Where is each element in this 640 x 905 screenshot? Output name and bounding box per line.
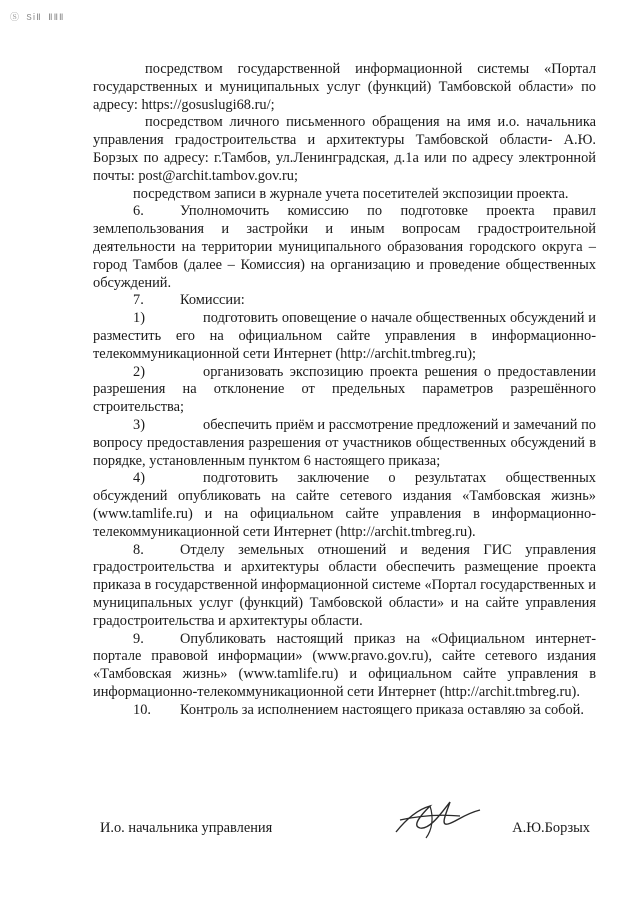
signatory-position: И.о. начальника управления — [100, 820, 273, 836]
clause-number: 3) — [133, 416, 145, 433]
clause-number: 6. — [133, 203, 144, 220]
paragraph-journal: посредством записи в журнале учета посетителей экспозиции проекта. — [133, 185, 569, 202]
clause-6: 6. Уполномочить комиссию по подготовке проекта правил землепользования и застройки и иным вопросам градостроительной деятельности на территории муниципального образования городского округа – город Тамбов (далее – Комиссия) на организацию и проведение общественных обсуждений. — [93, 203, 596, 291]
handwritten-signature-icon — [390, 792, 490, 842]
clause-7: 7. Комиссии: — [133, 292, 245, 309]
signatory-name: А.Ю.Борзых — [512, 820, 590, 836]
paragraph-letter: посредством личного письменного обращения на имя и.о. начальника управления градостроительства и архитектуры Тамбовской области- А.Ю. Борзых по адресу: г.Тамбов, ул.Ленинградская, д.1а или по адресу электронной почты: post@archit.tambov.gov.ru; — [93, 114, 596, 184]
clause-10: 10. Контроль за исполнением настоящего приказа оставляю за собой. — [133, 701, 584, 718]
clause-number: 9. — [133, 630, 144, 647]
paragraph-portal: посредством государственной информационной системы «Портал государственных и муниципальных услуг (функций) Тамбовской области» по адресу: https://gosuslugi68.ru/; — [93, 61, 596, 113]
corner-stamp: Ⓢ ЅⅰⅡ ⅡⅡⅡ — [10, 13, 65, 23]
clause-number: 2) — [133, 363, 145, 380]
clause-number: 1) — [133, 310, 145, 327]
clause-number: 10. — [133, 701, 151, 718]
document-body — [93, 61, 596, 719]
clause-number: 8. — [133, 541, 144, 558]
subclause-4: 4) подготовить заключение о результатах общественных обсуждений опубликовать на сайте сетевого издания «Тамбовская жизнь» (www.tamlife.ru) и на официальном сайте управления в информационно-телекоммуникационной сети Интернет (http://archit.tmbreg.ru). — [93, 470, 596, 540]
signature-block — [100, 812, 590, 842]
clause-9: 9. Опубликовать настоящий приказ на «Официальном интернет-портале правовой информации» (www.pravo.gov.ru), сайте сетевого издания «Тамбовская жизнь» (www.tamlife.ru) и официальном сайте управления в информационно-телекоммуникационной сети Интернет (http://archit.tmbreg.ru). — [93, 630, 596, 700]
clause-number: 4) — [133, 470, 145, 487]
subclause-1: 1) подготовить оповещение о начале общественных обсуждений и разместить его на официальном сайте управления в информационно-телекоммуникационной сети Интернет (http://archit.tmbreg.ru); — [93, 310, 596, 362]
clause-number: 7. — [133, 292, 144, 309]
clause-8: 8. Отделу земельных отношений и ведения ГИС управления градостроительства и архитектуры области обеспечить размещение проекта приказа в государственной информационной системе «Портал государственных и муниципальных услуг (функций) Тамбовской области» и на сайте управления градостроительства и архитектуры области. — [93, 541, 596, 629]
subclause-2: 2) организовать экспозицию проекта решения о предоставлении разрешения на отклонение от предельных параметров разрешённого строительства; — [93, 363, 596, 416]
subclause-3: 3) обеспечить приём и рассмотрение предложений и замечаний по вопросу предоставления разрешения от участников общественных обсуждений в порядке, установленным пунктом 6 настоящего приказа; — [93, 416, 596, 469]
